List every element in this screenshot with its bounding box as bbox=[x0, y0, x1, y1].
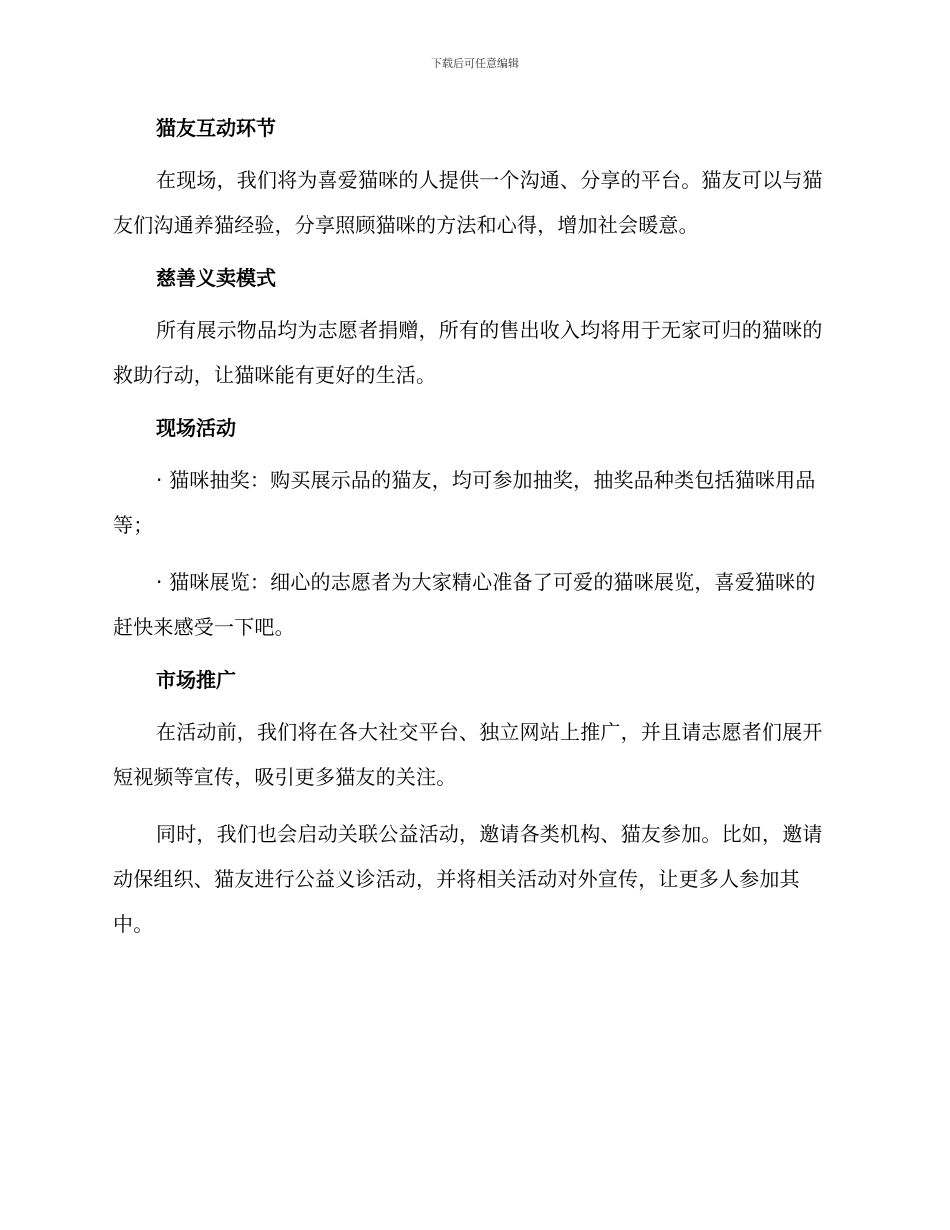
bullet-paragraph: · 猫咪展览：细心的志愿者为大家精心准备了可爱的猫咪展览，喜爱猫咪的赶快来感受一下吧。 bbox=[113, 570, 816, 639]
section-heading: 市场推广 bbox=[156, 668, 236, 692]
bullet-paragraph: · 猫咪抽奖：购买展示品的猫友，均可参加抽奖，抽奖品种类包括猫咪用品等； bbox=[113, 468, 816, 537]
section-heading: 现场活动 bbox=[156, 416, 236, 440]
paragraph: 同时，我们也会启动关联公益活动，邀请各类机构、猫友参加。比如，邀请动保组织、猫友进行公益义诊活动，并将相关活动对外宣传，让更多人参加其中。 bbox=[113, 822, 823, 936]
paragraph: 在活动前，我们将在各大社交平台、独立网站上推广，并且请志愿者们展开短视频等宣传，吸引更多猫友的关注。 bbox=[113, 720, 823, 789]
section-heading: 猫友互动环节 bbox=[156, 116, 276, 140]
paragraph: 所有展示物品均为志愿者捐赠，所有的售出收入均将用于无家可归的猫咪的救助行动，让猫咪能有更好的生活。 bbox=[113, 318, 823, 387]
document-body bbox=[113, 110, 833, 947]
paragraph: 在现场，我们将为喜爱猫咪的人提供一个沟通、分享的平台。猫友可以与猫友们沟通养猫经验，分享照顾猫咪的方法和心得，增加社会暖意。 bbox=[113, 168, 823, 237]
page-header: 下载后可任意编辑 bbox=[431, 57, 519, 70]
section-heading: 慈善义卖模式 bbox=[156, 266, 276, 290]
